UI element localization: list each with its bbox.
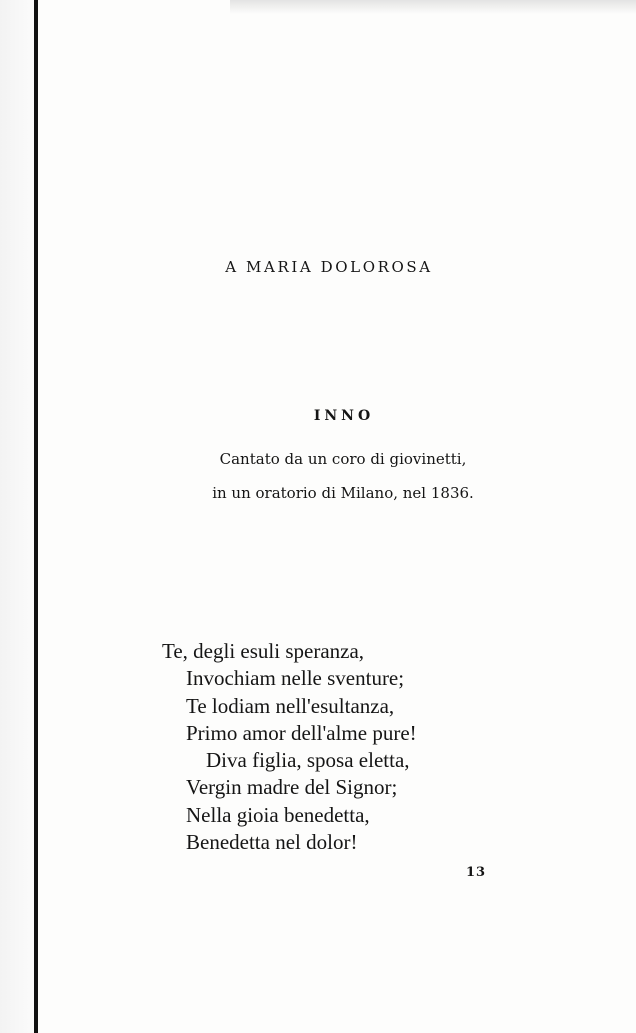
verse-line: Te lodiam nell'esultanza,: [186, 693, 395, 718]
verse-line: Benedetta nel dolor!: [186, 830, 358, 855]
subtitle-line-1: Cantato da un coro di giovinetti,: [219, 450, 467, 468]
poem-stanza: [162, 638, 482, 856]
gutter-shadow: [0, 0, 34, 1033]
verse-line: Nella gioia benedetta,: [186, 802, 370, 827]
subtitle-line-2: in un oratorio di Milano, nel 1836.: [212, 484, 474, 502]
section-heading: INNO: [313, 408, 375, 424]
page-number: 13: [466, 865, 487, 880]
verse-line: Te, degli esuli speranza,: [162, 639, 365, 663]
verse-line: Diva figlia, sposa eletta,: [206, 748, 410, 773]
verse-line: Invochiam nelle sventure;: [186, 666, 405, 691]
scan-smudge: [230, 0, 636, 14]
binding-edge: [34, 0, 38, 1033]
verse-line: Primo amor dell'alme pure!: [186, 720, 417, 745]
verse-line: Vergin madre del Signor;: [186, 775, 398, 800]
poem-title: A MARIA DOLOROSA: [225, 258, 433, 276]
